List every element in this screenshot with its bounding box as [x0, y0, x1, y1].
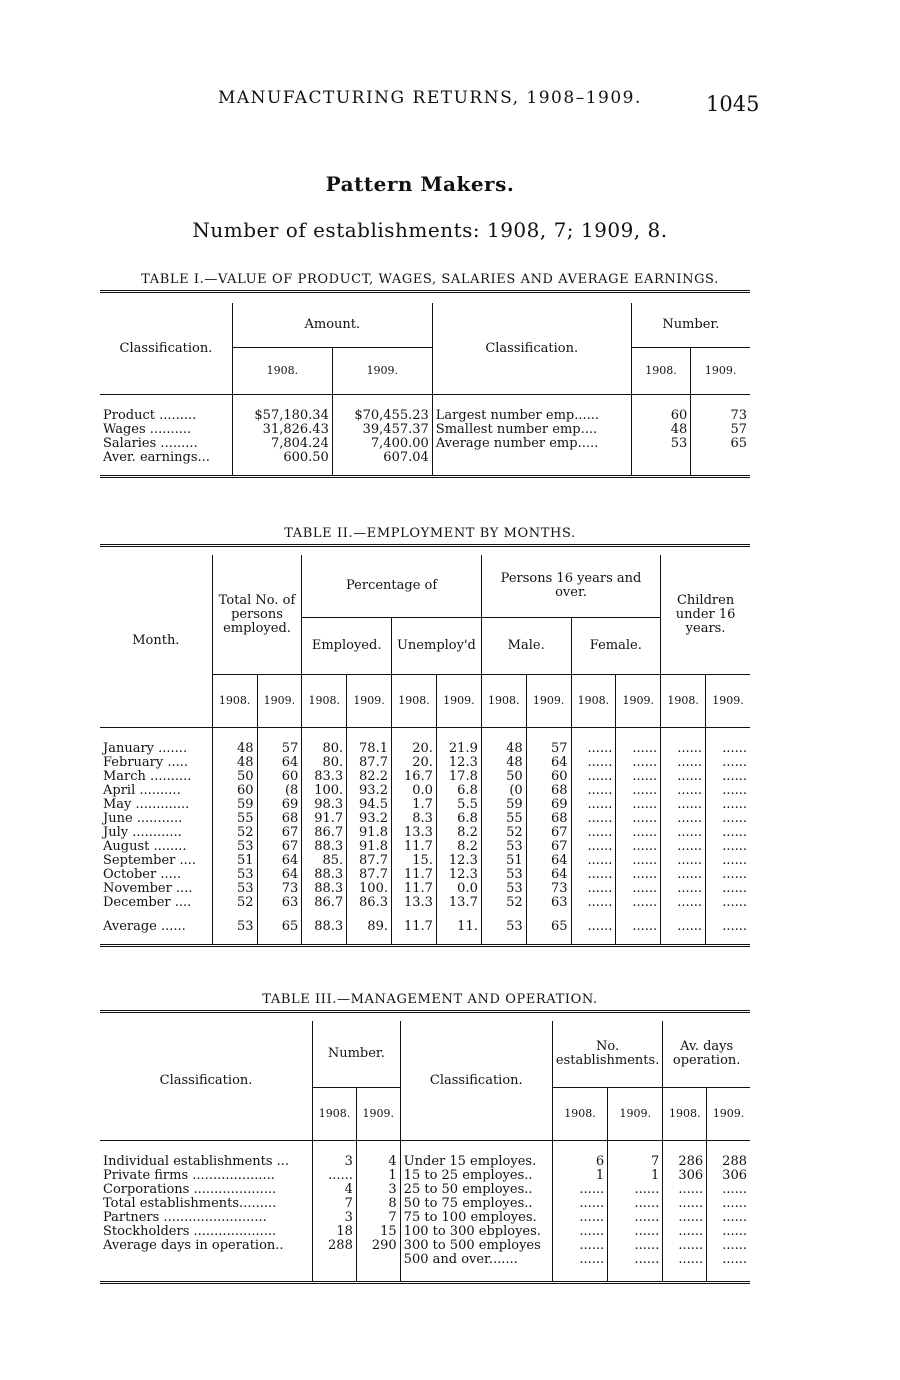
value-cell: ...... [571, 798, 616, 812]
value-cell: 1 [356, 1169, 400, 1183]
table2-caption: TABLE II.—EMPLOYMENT BY MONTHS. [284, 526, 576, 541]
t1-h-amount: Amount. [232, 303, 432, 348]
t1-h-a1908: 1908. [232, 348, 332, 395]
label-cell: Corporations .................... [100, 1183, 313, 1197]
value-cell: ...... [616, 742, 661, 756]
value-cell: 13.3 [391, 826, 436, 840]
value-cell: ...... [616, 798, 661, 812]
value-cell: 1.7 [391, 798, 436, 812]
value-cell: 3 [356, 1183, 400, 1197]
value-cell: 48 [481, 756, 526, 770]
value-cell: 7 [356, 1211, 400, 1225]
t1-h-classification: Classification. [100, 303, 232, 395]
value-cell: 11.7 [391, 868, 436, 882]
table1-caption: TABLE I.—VALUE OF PRODUCT, WAGES, SALARIES AND AVERAGE EARNINGS. [141, 272, 719, 287]
value-cell: 86.7 [302, 896, 347, 910]
t1-h-n1908: 1908. [631, 348, 691, 395]
value-cell: ...... [722, 755, 747, 770]
value-cell: ...... [722, 1196, 747, 1211]
value-cell: 91.8 [347, 840, 392, 854]
label-cell: 500 and over....... [400, 1253, 552, 1267]
label-cell: Private firms .................... [100, 1169, 313, 1183]
table-row [100, 1239, 750, 1253]
value-cell: 87.7 [347, 854, 392, 868]
month-cell: May ............. [100, 798, 212, 812]
value-cell: 13.7 [436, 896, 481, 910]
value-cell: 63 [526, 896, 571, 910]
value-cell: 288 [722, 1154, 747, 1169]
value-cell: 73 [257, 882, 302, 896]
value-cell: ...... [571, 812, 616, 826]
value-cell: 12.3 [436, 868, 481, 882]
label-cell: Partners ......................... [100, 1211, 313, 1225]
t3-h-days: Av. days operation. [663, 1021, 750, 1088]
value-cell: 82.2 [347, 770, 392, 784]
value-cell: 78.1 [347, 742, 392, 756]
table-row [100, 1183, 750, 1197]
value-cell: ...... [608, 1197, 663, 1211]
value-cell: 11.7 [391, 882, 436, 896]
value-cell: 8.2 [436, 826, 481, 840]
t3-h-number: Number. [313, 1021, 401, 1088]
value-cell: 50 [481, 770, 526, 784]
label-cell: 75 to 100 employes. [400, 1211, 552, 1225]
value-cell: 8 [356, 1197, 400, 1211]
value-cell: 59 [212, 798, 257, 812]
value-cell: ...... [616, 812, 661, 826]
t2-h-total: Total No. of persons employed. [212, 555, 302, 675]
value-cell: 52 [481, 896, 526, 910]
value-cell: 64 [257, 854, 302, 868]
value-cell: ...... [722, 853, 747, 868]
t1-h-n1909: 1909. [691, 348, 750, 395]
value-cell: ...... [722, 825, 747, 840]
value-cell: ...... [722, 797, 747, 812]
value-cell: 16.7 [391, 770, 436, 784]
value-cell: ...... [616, 770, 661, 784]
value-cell: ...... [616, 854, 661, 868]
value-cell: 48 [481, 742, 526, 756]
table-row: Aver. earnings... 600.50 607.04 [100, 451, 750, 465]
month-cell: June ........... [100, 812, 212, 826]
value-cell: 52 [212, 826, 257, 840]
value-cell: 93.2 [347, 812, 392, 826]
value-cell: 94.5 [347, 798, 392, 812]
t2-h-percentage: Percentage of [302, 555, 482, 618]
t2-h-persons16: Persons 16 years and over. [481, 555, 660, 618]
value-cell: 6.8 [436, 812, 481, 826]
value-cell: ...... [661, 756, 706, 770]
value-cell: ...... [661, 854, 706, 868]
value-cell: 15. [391, 854, 436, 868]
value-cell: 1 [608, 1169, 663, 1183]
value-cell: 88.3 [302, 882, 347, 896]
value-cell: 0.0 [391, 784, 436, 798]
t3-h-classification2: Classification. [400, 1021, 552, 1141]
value-cell: 48 [212, 756, 257, 770]
value-cell: 20. [391, 756, 436, 770]
value-cell: 306 [722, 1168, 747, 1183]
value-cell: 55 [212, 812, 257, 826]
value-cell: ...... [616, 784, 661, 798]
value-cell: 13.3 [391, 896, 436, 910]
value-cell: ...... [616, 868, 661, 882]
value-cell: ...... [663, 1183, 707, 1197]
label-cell: 15 to 25 employes.. [400, 1169, 552, 1183]
value-cell: ...... [571, 756, 616, 770]
value-cell: 93.2 [347, 784, 392, 798]
value-cell: 52 [481, 826, 526, 840]
value-cell: ...... [571, 840, 616, 854]
value-cell: ...... [661, 784, 706, 798]
value-cell: ...... [661, 868, 706, 882]
value-cell: 80. [302, 742, 347, 756]
value-cell: 55 [481, 812, 526, 826]
value-cell: ...... [552, 1211, 607, 1225]
value-cell: 57 [257, 742, 302, 756]
value-cell: 87.7 [347, 868, 392, 882]
table-row [100, 854, 750, 868]
value-cell: ...... [552, 1239, 607, 1253]
value-cell: 59 [481, 798, 526, 812]
value-cell [356, 1253, 400, 1267]
value-cell: ...... [722, 811, 747, 826]
value-cell: ...... [571, 826, 616, 840]
value-cell: ...... [616, 756, 661, 770]
value-cell: 67 [526, 840, 571, 854]
value-cell: ...... [663, 1197, 707, 1211]
table-row [100, 826, 750, 840]
value-cell: 57 [526, 742, 571, 756]
value-cell: 53 [212, 840, 257, 854]
value-cell: ...... [722, 1224, 747, 1239]
value-cell: ...... [663, 1225, 707, 1239]
page-title: Pattern Makers. [325, 172, 515, 196]
establishments-line: Number of establishments: 1908, 7; 1909, 8. [192, 218, 668, 242]
t1-h-classification2: Classification. [432, 303, 631, 395]
t3-h-classification: Classification. [100, 1021, 313, 1141]
month-cell: September .... [100, 854, 212, 868]
table3-caption: TABLE III.—MANAGEMENT AND OPERATION. [262, 992, 598, 1007]
value-cell: ...... [552, 1183, 607, 1197]
value-cell: 6 [552, 1155, 607, 1169]
label-cell: 300 to 500 employes [400, 1239, 552, 1253]
value-cell: 3 [313, 1155, 357, 1169]
value-cell: 0.0 [436, 882, 481, 896]
value-cell: 17.8 [436, 770, 481, 784]
value-cell: ...... [722, 1210, 747, 1225]
t2-average-row: Average ...... 53 65 88.3 89. 11.7 11. 53 65 ...... ...... ...... ...... [100, 920, 750, 934]
value-cell: ...... [663, 1253, 707, 1267]
t2-h-female: Female. [571, 618, 661, 675]
value-cell: ...... [571, 882, 616, 896]
value-cell: ...... [661, 840, 706, 854]
table-row: Product ......... $57,180.34 $70,455.23 Largest number emp...... 60 73 [100, 409, 750, 423]
value-cell: ...... [552, 1197, 607, 1211]
value-cell: ...... [608, 1253, 663, 1267]
value-cell: ...... [608, 1211, 663, 1225]
value-cell: 60 [526, 770, 571, 784]
table-row [100, 868, 750, 882]
value-cell: 7 [313, 1197, 357, 1211]
month-cell: August ........ [100, 840, 212, 854]
value-cell: ...... [616, 882, 661, 896]
value-cell: ...... [661, 882, 706, 896]
value-cell: 68 [526, 784, 571, 798]
value-cell: ...... [661, 826, 706, 840]
value-cell: 4 [356, 1155, 400, 1169]
label-cell: Individual establishments ... [100, 1155, 313, 1169]
month-cell: January ....... [100, 742, 212, 756]
table-row [100, 1197, 750, 1211]
value-cell [313, 1253, 357, 1267]
table-row [100, 770, 750, 784]
value-cell: 67 [526, 826, 571, 840]
value-cell: 286 [663, 1155, 707, 1169]
value-cell: ...... [608, 1239, 663, 1253]
value-cell: 12.3 [436, 854, 481, 868]
value-cell: 80. [302, 756, 347, 770]
t2-h-unemployed: Unemploy'd [391, 618, 481, 675]
value-cell: ...... [571, 896, 616, 910]
value-cell: 53 [481, 882, 526, 896]
value-cell: ...... [552, 1253, 607, 1267]
table-row [100, 1225, 750, 1239]
table-row [100, 1253, 750, 1267]
value-cell: ...... [663, 1211, 707, 1225]
month-cell: February ..... [100, 756, 212, 770]
value-cell: 91.8 [347, 826, 392, 840]
value-cell: 8.3 [391, 812, 436, 826]
label-cell: 25 to 50 employes.. [400, 1183, 552, 1197]
label-cell: Average days in operation.. [100, 1239, 313, 1253]
label-cell: Stockholders .................... [100, 1225, 313, 1239]
table-row [100, 1169, 750, 1183]
value-cell: 69 [257, 798, 302, 812]
value-cell: 69 [526, 798, 571, 812]
table2: Month. Total No. of persons employed. Percentage of Persons 16 years and over. Children under 16 years. Employed. Unemploy'd Male. Female. 1908. 1909. 1908. 1909. 1908. 1909. 1908. 1909. 1908. 1909. 1908. 1909. January ....... 48 57 80. 78.1 20. 21.9 48 57 ...... ...... ...... ...... February ..... 48 64 80. 87.7 20. 12.3 48 64 ...... ...... ...... ...... March .......... 50 60 83.3 82.2 16.7 17.8 50 60 ...... ...... ...... ...... April .......... 60 (8 100. 93.2 0.0 6.8 (0 68 ...... ...... ...... ...... May ............. 59 69 98.3 94.5 1.7 5.5 59 69 ...... ...... ...... ...... June ........... 55 68 91.7 93.2 8.3 6.8 55 68 ...... ...... ...... ...... July ............ 52 67 86.7 91.8 13.3 8.2 52 67 ...... ...... ...... ...... August ........ 53 67 88.3 91.8 11.7 8.2 53 67 ...... ...... ...... ...... September .... 51 64 85. 87.7 15. 12.3 51 64 ...... ...... ...... ...... October ..... 53 64 88.3 87.7 11.7 12.3 53 64 ...... ...... ...... ...... November .... 53 73 88.3 100. 11.7 0.0 53 73 ...... ...... ...... ...... December .... 52 63 86.7 86.3 13.3 13.7 52 63 ...... ...... ...... ...... Average ...... 53 65 88.3 89. 11.7 11. 53 65 ...... ...... ...... ...... [100, 544, 750, 949]
running-head: MANUFACTURING RETURNS, 1908–1909. [218, 88, 642, 108]
value-cell: 4 [313, 1183, 357, 1197]
value-cell: ...... [661, 742, 706, 756]
value-cell: 53 [481, 840, 526, 854]
table-row [100, 882, 750, 896]
value-cell: 64 [257, 756, 302, 770]
value-cell: 52 [212, 896, 257, 910]
value-cell: 51 [481, 854, 526, 868]
value-cell: ...... [722, 1252, 747, 1267]
value-cell: ...... [313, 1169, 357, 1183]
value-cell: ...... [722, 1238, 747, 1253]
value-cell: 83.3 [302, 770, 347, 784]
value-cell: ...... [722, 839, 747, 854]
label-cell [100, 1253, 313, 1267]
value-cell: 288 [313, 1239, 357, 1253]
value-cell: ...... [663, 1239, 707, 1253]
value-cell: ...... [722, 741, 747, 756]
value-cell: ...... [571, 742, 616, 756]
value-cell: 1 [552, 1169, 607, 1183]
value-cell: 5.5 [436, 798, 481, 812]
value-cell: 21.9 [436, 742, 481, 756]
table-row: Salaries ......... 7,804.24 7,400.00 Average number emp..... 53 65 [100, 437, 750, 451]
value-cell: (0 [481, 784, 526, 798]
table-row [100, 784, 750, 798]
value-cell: ...... [616, 896, 661, 910]
table-row [100, 840, 750, 854]
value-cell: ...... [571, 770, 616, 784]
month-cell: October ..... [100, 868, 212, 882]
value-cell: ...... [722, 769, 747, 784]
value-cell: 18 [313, 1225, 357, 1239]
table3: Classification. Number. Classification. No. establishments. Av. days operation. 1908. 1909. 1908. 1909. 1908. 1909. Individual establishments ... 3 4 Under 15 employes. 6 7 286 288 Private firms .................... ...... 1 15 to 25 employes.. 1 1 306 306 Corporations .................... 4 3 25 to 50 employes.. ...... ...... ...... ...... Total establishments......... 7 8 50 to 75 employes.. ...... ...... ...... ...... Partners ......................... 3 7 75 to 100 employes. ...... ...... ...... ...... Stockholders .................... 18 15 100 to 300 ebployes. ...... ...... ...... ...... Average days in operation.. 288 290 300 to 500 employes ...... ...... ...... ...... 500 and over....... ...... ...... ...... ...... [100, 1010, 750, 1286]
month-cell: March .......... [100, 770, 212, 784]
value-cell: ...... [722, 881, 747, 896]
value-cell: 88.3 [302, 868, 347, 882]
value-cell: 6.8 [436, 784, 481, 798]
t2-h-male: Male. [481, 618, 571, 675]
month-cell: April .......... [100, 784, 212, 798]
value-cell: 3 [313, 1211, 357, 1225]
value-cell: ...... [722, 895, 747, 910]
value-cell: 48 [212, 742, 257, 756]
t1-h-a1909: 1909. [332, 348, 432, 395]
month-cell: November .... [100, 882, 212, 896]
value-cell: ...... [661, 812, 706, 826]
value-cell: 7 [608, 1155, 663, 1169]
value-cell: ...... [571, 868, 616, 882]
table-row: Wages .......... 31,826.43 39,457.37 Smallest number emp.... 48 57 [100, 423, 750, 437]
table-row [100, 798, 750, 812]
table1 [100, 290, 750, 480]
value-cell: 100. [302, 784, 347, 798]
value-cell: 87.7 [347, 756, 392, 770]
table-row [100, 756, 750, 770]
value-cell: 51 [212, 854, 257, 868]
value-cell: ...... [608, 1225, 663, 1239]
value-cell: 86.3 [347, 896, 392, 910]
value-cell: 64 [526, 756, 571, 770]
value-cell: 64 [257, 868, 302, 882]
value-cell: 68 [526, 812, 571, 826]
value-cell: 50 [212, 770, 257, 784]
table-row [100, 1211, 750, 1225]
label-cell: 50 to 75 employes.. [400, 1197, 552, 1211]
value-cell: ...... [616, 826, 661, 840]
page-number: 1045 [706, 92, 760, 116]
value-cell: ...... [608, 1183, 663, 1197]
value-cell: 60 [257, 770, 302, 784]
value-cell: 68 [257, 812, 302, 826]
value-cell: ...... [616, 840, 661, 854]
value-cell: ...... [722, 867, 747, 882]
value-cell: 53 [481, 868, 526, 882]
value-cell: 85. [302, 854, 347, 868]
value-cell: 88.3 [302, 840, 347, 854]
table-row [100, 896, 750, 910]
value-cell: 64 [526, 854, 571, 868]
value-cell: 98.3 [302, 798, 347, 812]
t2-h-month: Month. [100, 555, 212, 728]
value-cell: 12.3 [436, 756, 481, 770]
month-cell: July ............ [100, 826, 212, 840]
value-cell: ...... [661, 798, 706, 812]
t3-h-estab: No. establishments. [552, 1021, 662, 1088]
t1-h-number: Number. [631, 303, 750, 348]
label-cell: Total establishments......... [100, 1197, 313, 1211]
value-cell: 67 [257, 840, 302, 854]
value-cell: ...... [552, 1225, 607, 1239]
t2-h-employed: Employed. [302, 618, 392, 675]
value-cell: 306 [663, 1169, 707, 1183]
value-cell: 15 [356, 1225, 400, 1239]
t2-h-children: Children under 16 years. [661, 555, 750, 675]
value-cell: (8 [257, 784, 302, 798]
label-cell: Under 15 employes. [400, 1155, 552, 1169]
table-row [100, 812, 750, 826]
value-cell: 53 [212, 882, 257, 896]
table-row [100, 742, 750, 756]
value-cell: 91.7 [302, 812, 347, 826]
value-cell: ...... [722, 783, 747, 798]
value-cell: 290 [356, 1239, 400, 1253]
value-cell: 60 [212, 784, 257, 798]
value-cell: ...... [661, 770, 706, 784]
value-cell: ...... [571, 784, 616, 798]
value-cell: 63 [257, 896, 302, 910]
value-cell: ...... [661, 896, 706, 910]
value-cell: 11.7 [391, 840, 436, 854]
value-cell: 67 [257, 826, 302, 840]
value-cell: 100. [347, 882, 392, 896]
value-cell: ...... [571, 854, 616, 868]
table-row [100, 1155, 750, 1169]
value-cell: 8.2 [436, 840, 481, 854]
value-cell: 86.7 [302, 826, 347, 840]
value-cell: 64 [526, 868, 571, 882]
value-cell: ...... [722, 1182, 747, 1197]
value-cell: 73 [526, 882, 571, 896]
value-cell: 20. [391, 742, 436, 756]
value-cell: 53 [212, 868, 257, 882]
label-cell: 100 to 300 ebployes. [400, 1225, 552, 1239]
month-cell: December .... [100, 896, 212, 910]
